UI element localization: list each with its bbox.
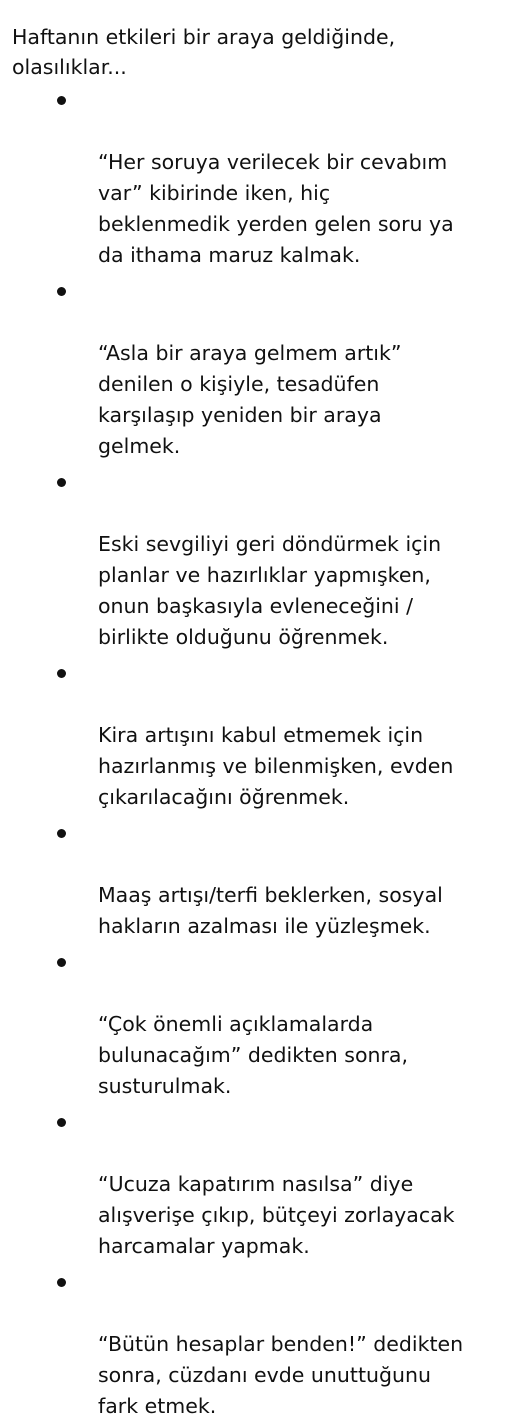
list-item-text: “Bütün hesaplar benden!” dedikten sonra, cüzdanı evde unuttuğunu fark etmek.	[98, 1332, 464, 1418]
list-item-text: “Asla bir araya gelmem artık” denilen o kişiyle, tesadüfen karşılaşıp yeniden bir araya gelmek.	[98, 341, 402, 458]
list-item	[12, 818, 513, 942]
list-item-text: Maaş artışı/terfi beklerken, sosyal hakların azalması ile yüzleşmek.	[98, 883, 443, 938]
list-item	[12, 658, 513, 813]
list-item-text: “Her soruya verilecek bir cevabım var” kibirinde iken, hiç beklenmedik yerden gelen soru ya da ithama maruz kalmak.	[98, 150, 454, 267]
list-item	[12, 1107, 513, 1262]
bullet-list	[12, 85, 513, 1422]
list-item-text: “Ucuza kapatırım nasılsa” diye alışverişe çıkıp, bütçeyi zorlayacak harcamalar yapmak.	[98, 1172, 455, 1258]
list-item	[12, 1267, 513, 1422]
list-item-text: Kira artışını kabul etmemek için hazırlanmış ve bilenmişken, evden çıkarılacağını öğrenmek.	[98, 723, 454, 809]
list-item	[12, 467, 513, 653]
bullet-icon	[57, 96, 66, 105]
bullet-icon	[57, 958, 66, 967]
bullet-icon	[57, 1278, 66, 1287]
list-item-text: “Çok önemli açıklamalarda bulunacağım” dedikten sonra, susturulmak.	[98, 1012, 408, 1098]
list-item	[12, 276, 513, 462]
list-item	[12, 85, 513, 271]
list-item	[12, 947, 513, 1102]
list-item-text: Eski sevgiliyi geri döndürmek için planlar ve hazırlıklar yapmışken, onun başkasıyla evleneceğini / birlikte olduğunu öğrenmek.	[98, 532, 442, 649]
bullet-icon	[57, 287, 66, 296]
bullet-icon	[57, 478, 66, 487]
bullet-icon	[57, 669, 66, 678]
intro-text: Haftanın etkileri bir araya geldiğinde, olasılıklar...	[12, 25, 396, 79]
bullet-icon	[57, 1118, 66, 1127]
bullet-icon	[57, 829, 66, 838]
